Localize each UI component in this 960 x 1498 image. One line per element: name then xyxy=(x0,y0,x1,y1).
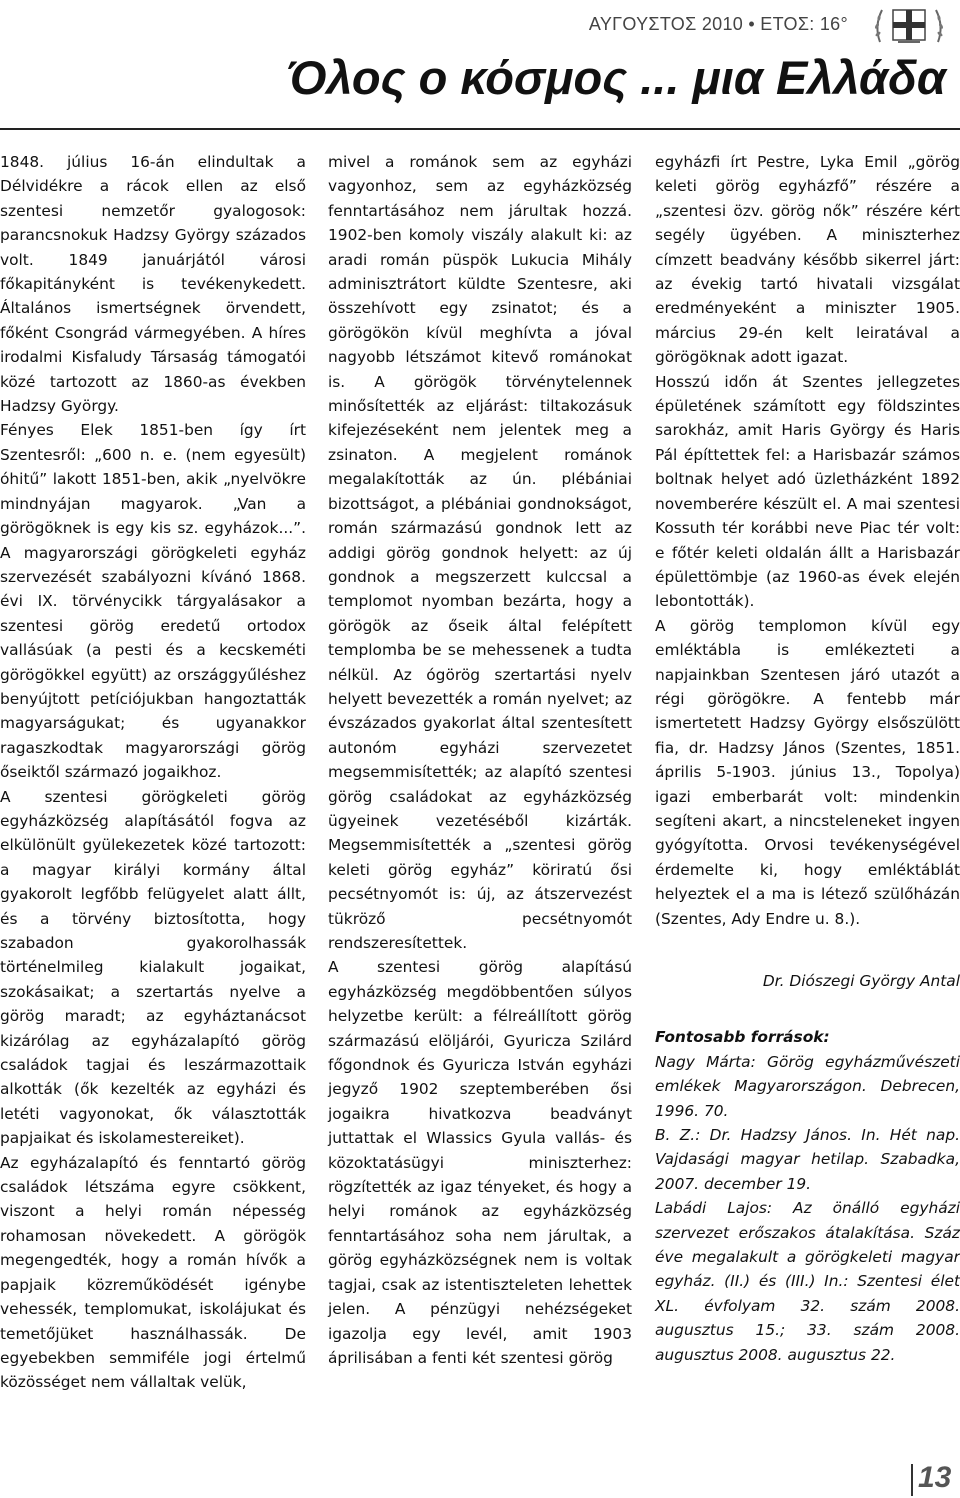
paragraph: mivel a románok sem az egyházi vagyonhoz, sem az egyházközség fenntartásához nem járultak hozzá. 1902-ben komoly viszály alakult ki: az aradi román püspök Lukucia Mihály adminisztrátort küldte Szentesre, aki összehívott egy zsinatot; és a görögökön kívül meghívta a jóval nagyobb létszámot kitevő románokat is. A görögök törvénytelennek minősítették az eljárást: tiltakozásuk kifejezéseként nem jelentek meg a zsinaton. A megjelent románok megalakították az ún. plébániai bizottságot, a plébániai gondnokságot, román származású gondnok lett az addigi görög gondnok helyett: az új gondnok a megszerzett kulccsal a templomot nyomban bezárta, hogy a görögök az őseik által felépített templomba be se mehessenek a tudta nélkül. Az ógörög szertartási nyelv helyett bevezették a román nyelvet; az évszázados gyakorlat által szentesített autonóm egyházi szervezetet megsemmisítették; az alapító szentesi görög családokat az egyházközség ügyeinek vezetéséből kizárták. Megsemmisítették a „szentesi görög keleti görög egyház” köriratú ősi pecsétnyomót is: új, az átszervezést tükröző pecsétnyomót rendszeresítettek. xyxy=(328,153,632,952)
header-divider xyxy=(0,128,960,130)
source-item: Nagy Márta: Görög egyházművészeti emlékek Magyarországon. Debrecen, 1996. 70. xyxy=(655,1052,960,1120)
page-number: 13 xyxy=(918,1461,952,1494)
paragraph: Fényes Elek 1851-ben így írt Szentesről: „600 n. e. (nem egyesült) óhitű” lakott 1851-ben, akik „nyelvökre mindnyájan magyarok. „Van a görögöknek is egy kis sz. egyházok...”. A magyarországi görögkeleti egyház szervezését szabályozni kívánó 1868. évi IX. törvénycikk tárgyalásakor a szentesi görög eredetű ortodox vallásúak (a pesti és a kecskeméti görögökkel együtt) az országgyűléshez benyújtott petíciójukban hangoztatták magyarságukat; és ugyanakkor ragaszkodtak magyarországi görög őseiktől származó jogaikhoz. xyxy=(0,421,306,782)
author-signature: Dr. Diószegi György Antal xyxy=(762,972,960,990)
greek-cross-laurel-emblem-icon xyxy=(872,4,946,48)
paragraph: Az egyházalapító és fenntartó görög családok létszáma egyre csökkent, viszont a helyi román népesség rohamosan növekedett. A görögök megengedték, hogy a román hívők a papjaik közreműködését igénybe vehessék, templomukat, iskolájukat és temetőjüket használhassák. De egyebekben semmiféle jogi értelmű közösséget nem vállaltak velük, xyxy=(0,1153,306,1392)
paragraph: A szentesi görög alapítású egyházközség megdöbbentően súlyos helyzetbe került: a félreállított görög származású elöljárói, Gyuricza Szilárd főgondnok és Gyuricza István egyházi jegyző 1902 szeptemberében ősi jogaikra hivatkozva beadványt juttattak el Wlassics Gyula vallás- és közoktatásügyi miniszterhez: rögzítették az igaz tényeket, és hogy a helyi románok az egyházközség fenntartásához soha nem járultak, a görög egyházközségnek nem is voltak tagjai, csak az istentiszteleten lehettek jelen. A pénzügyi nehézségeket igazolja egy levél, amit 1903 áprilisában a fenti két szentesi görög xyxy=(328,958,632,1367)
text-column-2 xyxy=(328,150,632,1370)
page-number-rule xyxy=(911,1464,913,1496)
paragraph: Hosszú időn át Szentes jellegzetes épületének számított egy földszintes sarokház, amit Haris György és Haris Pál építtettek fel: a Harisbazár számos boltnak helyet adó üzletházként 1892 novemberére készült el. A mai szentesi Kossuth tér korábbi neve Piac tér volt: e főtér keleti oldalán állt a Harisbazár épülettömbje (az 1960-as évek elején lebontották). xyxy=(655,372,960,611)
paragraph: 1848. július 16-án elindultak a Délvidékre a rácok ellen az első szentesi nemzetőr gyalogosok: parancsnokuk Hadzsy György százados volt. 1849 januárjától városi főkapitányként is tevékenykedett. Általános ismertségnek örvendett, főként Csongrád vármegyében. A híres irodalmi Kisfaludy Társaság támogatói közé tartozott az 1860-as években Hadzsy György. xyxy=(0,153,306,416)
text-column-3 xyxy=(655,150,960,1367)
paragraph: A szentesi görögkeleti görög egyházközség alapításától fogva az elkülönült gyülekezetek közé tartozott: a magyar királyi kormány által gyakorolt legfőbb felügyelet alatt állt, és a törvény biztosította, hogy szabadon gyakorolhassák történelmileg kialakult jogaikat, szokásaikat; a szertartás nyelve a görög maradt; az egyháztanácsot kizárólag az egyházalapító görög családok tagjai és leszármazottaik alkották (ők kezelték az egyházi és letéti vagyonokat, ők választották papjaikat és iskolamestereiket). xyxy=(0,787,306,1148)
source-item: B. Z.: Dr. Hadzsy János. In. Hét nap. Vajdasági magyar hetilap. Szabadka, 2007. december 19. xyxy=(655,1126,960,1193)
sources-heading: Fontosabb források: xyxy=(655,1028,830,1047)
issue-date-line: ΑΥΓΟΥΣΤΟΣ 2010 • ΕΤΟΣ: 16° xyxy=(588,14,848,34)
text-column-1 xyxy=(0,150,306,1395)
source-item: Labádi Lajos: Az önálló egyházi szervezet erőszakos átalakítása. Száz éve megalakult a görögkeleti magyar egyház. (II.) és (III.) In.: Szentesi élet XL. évfolyam 32. szám 2008. augusztus 15.; 33. szám 2008. augusztus 2008. augusztus 22. xyxy=(655,1199,960,1364)
paragraph: A görög templomon kívül egy emléktábla is emlékezteti a napjainkban Szentesen járó utazót a régi görögökre. A fentebb már ismertetett Hadzsy György elsőszülött fia, dr. Hadzsy János (Szentes, 1851. április 5-1903. június 13., Topolya) igazi emberbarát volt: mindenkin segíteni akart, a nincsteleneket ingyen gyógyította. Orvosi tevékenységével érdemelte ki, hogy emléktáblát helyeztek el a ma is létező szülőházán (Szentes, Ady Endre u. 8.). xyxy=(655,616,960,928)
magazine-title: Όλος ο κόσμος ... μια Ελλάδα xyxy=(286,51,946,104)
paragraph: egyházfi írt Pestre, Lyka Emil „görög keleti görög egyházfő” részére a „szentesi özv. görög nők” részére kért segély ügyében. A miniszterhez címzett beadvány később sikerrel járt: az évekig tartó hivatali vizsgálat eredményeként a miniszter 1905. március 29-én kelt leiratával a görögöknak adott igazat. xyxy=(655,153,960,367)
